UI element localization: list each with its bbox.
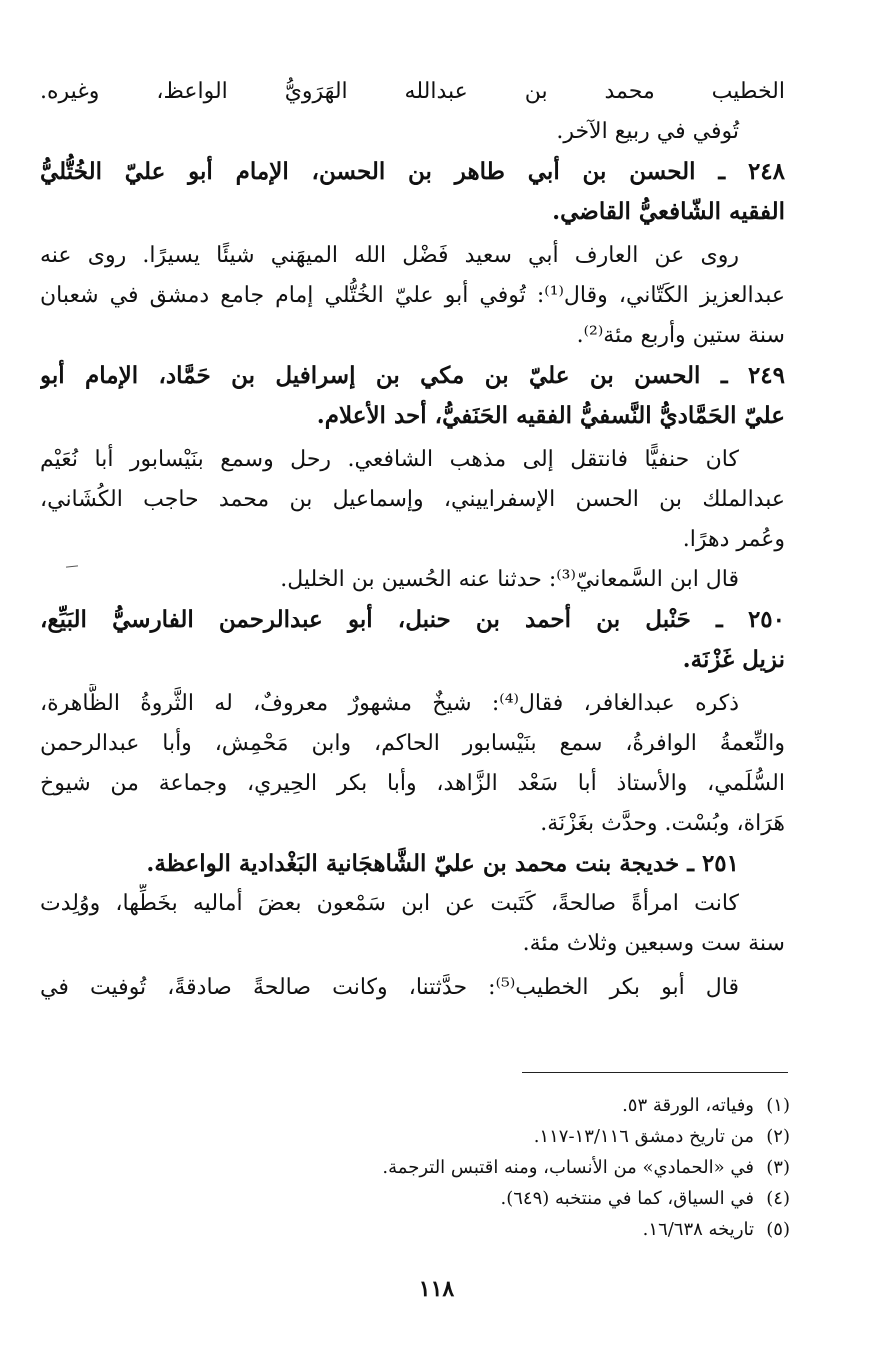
text-line: عبدالملك بن الحسن الإسفراييني، وإسماعيل بن محمد حاجب الكُشَاني، [40,487,785,512]
text-line: قال ابن السَّمعانيّ⁽³⁾: حدثنا عنه الحُسين بن الخليل. [280,567,739,592]
text-line: تُوفي في ربيع الآخر. [556,119,739,144]
text-line: سنة ستين وأربع مئة⁽²⁾. [576,323,785,348]
footnote [300,1090,790,1121]
footnote-number: (٢) [766,1126,790,1147]
text-line: كان حنفيًّا فانتقل إلى مذهب الشافعي. رحل وسمع بنَيْسابور أبا نُعَيْم [40,447,739,472]
footnote [300,1214,790,1245]
text-line: سنة ست وسبعين وثلاث مئة. [522,931,785,956]
footnote-number: (٤) [766,1188,790,1209]
footnote [300,1152,790,1183]
footnote [300,1183,790,1214]
footnotes [300,1090,790,1245]
footnote-text: في السياق، كما في منتخبه (٦٤٩). [500,1188,754,1209]
entry-heading: ٢٥٠ ـ حَنْبل بن أحمد بن حنبل، أبو عبدالرحمن الفارسيُّ البَيِّع، [40,606,785,633]
footnote-text: في «الحمادي» من الأنساب، ومنه اقتبس الترجمة. [382,1157,754,1178]
text-line: الخطيب محمد بن عبدالله الهَرَويُّ الواعظ، وغيره. [40,79,785,104]
entry-heading: ٢٤٨ ـ الحسن بن أبي طاهر بن الحسن، الإمام أبو عليّ الخُتُّليُّ [40,158,785,185]
footnote-number: (١) [766,1095,790,1116]
entry-heading: ٢٥١ ـ خديجة بنت محمد بن عليّ الشَّاهجَانية البَغْدادية الواعظة. [146,850,739,877]
footnote-text: وفياته، الورقة ٥٣. [622,1095,754,1116]
text-line: وعُمر دهرًا. [682,527,785,552]
entry-heading: ٢٤٩ ـ الحسن بن عليّ بن مكي بن إسرافيل بن حَمَّاد، الإمام أبو [40,362,785,389]
footnote-text: تاريخه ١٦/٦٣٨. [642,1219,754,1240]
page-number: ١١٨ [418,1276,455,1302]
text-line: قال أبو بكر الخطيب⁽⁵⁾: حدَّثتنا، وكانت صالحةً صادقةً، تُوفيت في [40,975,739,1000]
text-line: ذكره عبدالغافر، فقال⁽⁴⁾: شيخٌ مشهورٌ معروفٌ، له الثَّروةُ الظَّاهرة، [40,691,740,716]
footnote-number: (٣) [766,1157,790,1178]
footnote-separator [522,1072,788,1073]
page-body [40,72,785,1008]
text-line: والنِّعمةُ الوافرةُ، سمع بنَيْسابور الحاكم، وابن مَحْمِش، وأبا عبدالرحمن [40,731,785,756]
text-line: هَرَاة، وبُسْت. وحدَّث بغَزْنَة. [540,811,785,836]
text-line: كانت امرأةً صالحةً، كَتَبت عن ابن سَمْعون بعضَ أماليه بخَطِّها، ووُلِدت [40,891,739,916]
footnote-number: (٥) [766,1219,790,1240]
footnote [300,1121,790,1152]
text-line: السُّلَمي، والأستاذ أبا سَعْد الزَّاهد، وأبا بكر الحِيري، وجماعة من شيوخ [40,771,785,796]
entry-heading: الفقيه الشّافعيُّ القاضي. [552,198,785,225]
entry-heading: عليّ الحَمَّاديُّ النَّسفيُّ الفقيه الحَنَفيُّ، أحد الأعلام. [316,402,785,429]
entry-heading: نزيل غَزْنَة. [682,646,785,673]
text-line: روى عن العارف أبي سعيد فَضْل الله الميهَني شيئًا يسيرًا. روى عنه [40,243,739,268]
text-line: عبدالعزيز الكَتّاني، وقال⁽¹⁾: تُوفي أبو عليّ الخُتُّلي إمام جامع دمشق في شعبان [40,283,785,308]
footnote-text: من تاريخ دمشق ١٣/١١٦-١١٧. [533,1126,754,1147]
